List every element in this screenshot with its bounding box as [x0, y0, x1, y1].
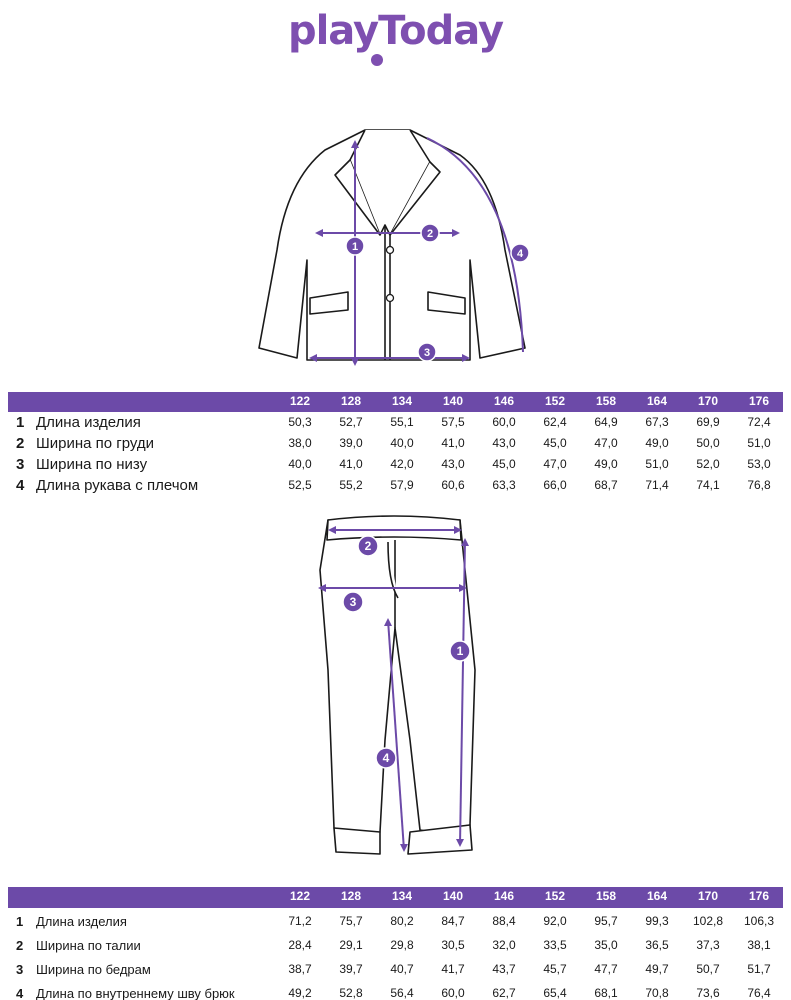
table-cell: 49,0 — [594, 457, 618, 471]
table-cell: 47,0 — [543, 457, 567, 471]
table-cell: 67,3 — [645, 415, 669, 429]
size-header: 170 — [697, 394, 719, 408]
table-cell: 36,5 — [645, 938, 669, 952]
size-header: 122 — [289, 394, 311, 408]
table-cell: 84,7 — [441, 914, 465, 928]
row-label: Ширина по талии — [36, 938, 141, 953]
row-label: Длина по внутреннему шву брюк — [36, 986, 235, 1000]
table-cell: 51,0 — [747, 436, 771, 450]
table-row — [8, 908, 783, 932]
table-cell: 40,7 — [390, 962, 414, 976]
size-header: 128 — [340, 889, 362, 903]
table-cell: 45,0 — [543, 436, 567, 450]
table-cell: 52,8 — [339, 986, 363, 1000]
table-cell: 65,4 — [543, 986, 567, 1000]
size-header: 140 — [442, 394, 464, 408]
jacket-sketch — [255, 120, 545, 370]
table-cell: 41,0 — [441, 436, 465, 450]
table-cell: 41,0 — [339, 457, 363, 471]
size-header: 134 — [391, 889, 413, 903]
row-label: Ширина по груди — [36, 435, 155, 452]
table-cell: 45,7 — [543, 962, 567, 976]
table-cell: 60,6 — [441, 478, 465, 492]
table-cell: 53,0 — [747, 457, 771, 471]
table-cell: 39,0 — [339, 436, 363, 450]
table-cell: 39,7 — [339, 962, 363, 976]
row-label: Длина изделия — [36, 414, 141, 431]
table-cell: 42,0 — [390, 457, 414, 471]
table-cell: 68,7 — [594, 478, 618, 492]
table-cell: 30,5 — [441, 938, 465, 952]
pants-table-header — [8, 887, 783, 908]
jacket-marker-2: 2 — [426, 228, 434, 240]
table-cell: 47,0 — [594, 436, 618, 450]
row-number: 3 — [16, 962, 24, 977]
table-cell: 47,7 — [594, 962, 618, 976]
table-cell: 50,7 — [696, 962, 720, 976]
table-row — [8, 956, 783, 980]
size-header: 122 — [289, 889, 311, 903]
table-cell: 52,7 — [339, 415, 363, 429]
table-cell: 95,7 — [594, 914, 618, 928]
table-row — [8, 980, 783, 1000]
table-cell: 80,2 — [390, 914, 414, 928]
row-number: 1 — [16, 414, 25, 431]
table-cell: 51,0 — [645, 457, 669, 471]
table-cell: 70,8 — [645, 986, 669, 1000]
size-header: 128 — [340, 394, 362, 408]
table-cell: 38,1 — [747, 938, 771, 952]
table-cell: 102,8 — [692, 914, 724, 928]
table-cell: 43,7 — [492, 962, 516, 976]
size-header: 146 — [493, 889, 515, 903]
table-cell: 37,3 — [696, 938, 720, 952]
table-cell: 56,4 — [390, 986, 414, 1000]
table-cell: 57,5 — [441, 415, 465, 429]
table-cell: 71,4 — [645, 478, 669, 492]
brand-logo-text: playToday — [287, 8, 504, 54]
table-cell: 57,9 — [390, 478, 414, 492]
table-cell: 92,0 — [543, 914, 567, 928]
table-cell: 33,5 — [543, 938, 567, 952]
row-number: 1 — [16, 914, 24, 929]
pants-size-table — [8, 887, 783, 1000]
table-row — [8, 475, 783, 496]
size-header: 164 — [646, 394, 668, 408]
size-header: 152 — [544, 394, 566, 408]
table-cell: 60,0 — [492, 415, 516, 429]
size-header: 158 — [595, 889, 617, 903]
jacket-size-table — [8, 392, 783, 496]
table-cell: 28,4 — [288, 938, 312, 952]
jacket-diagram — [255, 120, 545, 370]
table-cell: 50,3 — [288, 415, 312, 429]
table-cell: 88,4 — [492, 914, 516, 928]
table-cell: 41,7 — [441, 962, 465, 976]
table-cell: 55,1 — [390, 415, 414, 429]
table-cell: 52,5 — [288, 478, 312, 492]
table-cell: 66,0 — [543, 478, 567, 492]
row-label: Ширина по бедрам — [36, 962, 151, 977]
table-cell: 49,7 — [645, 962, 669, 976]
jacket-marker-4: 4 — [516, 248, 524, 260]
size-header: 134 — [391, 394, 413, 408]
table-cell: 106,3 — [743, 914, 775, 928]
size-header: 164 — [646, 889, 668, 903]
table-cell: 49,0 — [645, 436, 669, 450]
row-number: 3 — [16, 456, 25, 473]
table-cell: 62,4 — [543, 415, 567, 429]
pants-marker-3: 3 — [349, 595, 357, 609]
row-number: 2 — [16, 435, 25, 452]
pants-marker-2: 2 — [364, 539, 372, 553]
table-cell: 38,7 — [288, 962, 312, 976]
size-header: 176 — [748, 394, 770, 408]
table-cell: 51,7 — [747, 962, 771, 976]
table-cell: 40,0 — [288, 457, 312, 471]
row-label: Длина рукава с плечом — [36, 477, 199, 494]
pants-table-body — [8, 908, 783, 1000]
size-header: 140 — [442, 889, 464, 903]
size-header: 146 — [493, 394, 515, 408]
pants-marker-1: 1 — [456, 644, 464, 658]
table-cell: 64,9 — [594, 415, 618, 429]
brand-logo — [0, 2, 791, 72]
table-row — [8, 433, 783, 454]
table-cell: 74,1 — [696, 478, 720, 492]
table-cell: 75,7 — [339, 914, 363, 928]
size-header: 170 — [697, 889, 719, 903]
table-cell: 71,2 — [288, 914, 312, 928]
size-header: 152 — [544, 889, 566, 903]
table-cell: 43,0 — [441, 457, 465, 471]
table-cell: 49,2 — [288, 986, 312, 1000]
table-cell: 50,0 — [696, 436, 720, 450]
pants-diagram — [300, 510, 500, 862]
table-cell: 99,3 — [645, 914, 669, 928]
table-cell: 55,2 — [339, 478, 363, 492]
table-cell: 72,4 — [747, 415, 771, 429]
jacket-marker-3: 3 — [423, 347, 431, 359]
table-cell: 38,0 — [288, 436, 312, 450]
table-cell: 73,6 — [696, 986, 720, 1000]
table-cell: 40,0 — [390, 436, 414, 450]
table-cell: 29,1 — [339, 938, 363, 952]
row-label: Длина изделия — [36, 914, 127, 929]
table-row — [8, 932, 783, 956]
brand-logo-dot — [371, 54, 383, 66]
table-row — [8, 454, 783, 475]
table-cell: 60,0 — [441, 986, 465, 1000]
row-number: 2 — [16, 938, 24, 953]
row-number: 4 — [16, 477, 25, 494]
table-cell: 35,0 — [594, 938, 618, 952]
size-header: 176 — [748, 889, 770, 903]
jacket-marker-1: 1 — [351, 241, 359, 253]
table-cell: 63,3 — [492, 478, 516, 492]
table-cell: 32,0 — [492, 938, 516, 952]
table-cell: 69,9 — [696, 415, 720, 429]
table-row — [8, 412, 783, 433]
table-cell: 76,8 — [747, 478, 771, 492]
row-label: Ширина по низу — [36, 456, 148, 473]
row-number: 4 — [16, 986, 24, 1000]
jacket-table-header — [8, 392, 783, 412]
table-cell: 62,7 — [492, 986, 516, 1000]
table-cell: 52,0 — [696, 457, 720, 471]
size-header: 158 — [595, 394, 617, 408]
jacket-table-body — [8, 412, 783, 496]
table-cell: 29,8 — [390, 938, 414, 952]
pants-sketch — [300, 510, 500, 862]
table-cell: 45,0 — [492, 457, 516, 471]
table-cell: 43,0 — [492, 436, 516, 450]
table-cell: 68,1 — [594, 986, 618, 1000]
pants-marker-4: 4 — [382, 751, 390, 765]
table-cell: 76,4 — [747, 986, 771, 1000]
